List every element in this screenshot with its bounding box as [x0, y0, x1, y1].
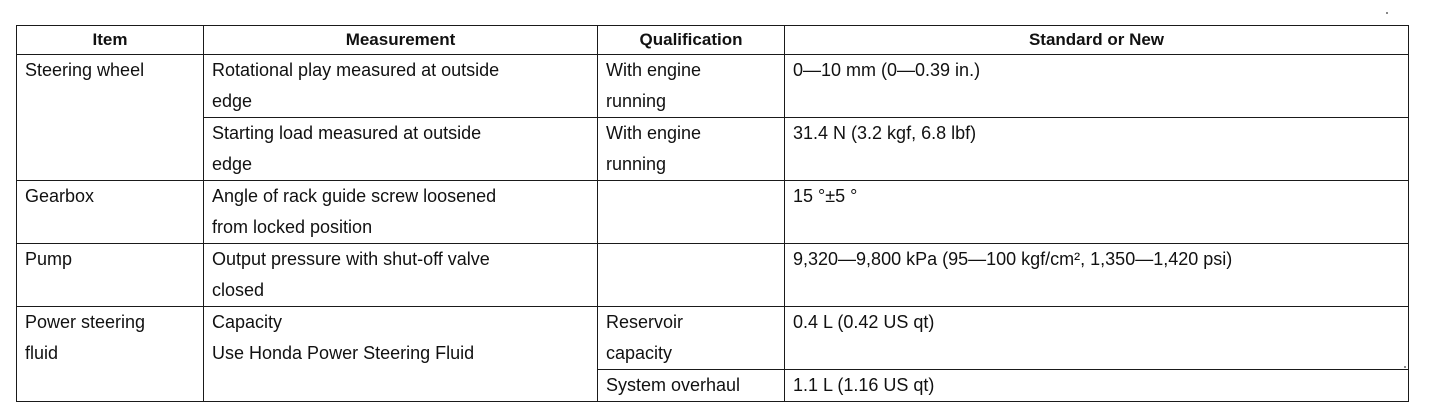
qualification-cell [598, 181, 785, 244]
measurement-cell: Angle of rack guide screw loosened from locked position [204, 181, 598, 244]
item-cell: Power steering fluid [17, 307, 204, 402]
table-row [17, 307, 1409, 370]
header-standard: Standard or New [785, 26, 1409, 55]
standard-cell: 31.4 N (3.2 kgf, 6.8 lbf) [785, 118, 1409, 181]
qualification-cell: With engine running [598, 118, 785, 181]
qualification-cell: Reservoir capacity [598, 307, 785, 370]
standard-cell: 15 °±5 ° [785, 181, 1409, 244]
header-measurement: Measurement [204, 26, 598, 55]
measurement-cell: Rotational play measured at outside edge [204, 55, 598, 118]
measurement-cell: Starting load measured at outside edge [204, 118, 598, 181]
measurement-cell: Capacity Use Honda Power Steering Fluid [204, 307, 598, 402]
measurement-cell: Output pressure with shut-off valve closed [204, 244, 598, 307]
standard-cell: 1.1 L (1.16 US qt) [785, 370, 1409, 402]
table-row [17, 181, 1409, 244]
item-cell: Pump [17, 244, 204, 307]
power-steering-spec-table [16, 25, 1409, 402]
table-row [17, 118, 1409, 181]
standard-cell: 0—10 mm (0—0.39 in.) [785, 55, 1409, 118]
qualification-cell: System overhaul [598, 370, 785, 402]
table-row [17, 244, 1409, 307]
qualification-cell [598, 244, 785, 307]
scan-speck [1404, 366, 1406, 368]
table-row [17, 55, 1409, 118]
header-row [17, 26, 1409, 55]
qualification-cell: With engine running [598, 55, 785, 118]
header-item: Item [17, 26, 204, 55]
item-cell: Gearbox [17, 181, 204, 244]
standard-cell: 0.4 L (0.42 US qt) [785, 307, 1409, 370]
scan-speck [1386, 12, 1388, 14]
item-cell: Steering wheel [17, 55, 204, 181]
standard-cell: 9,320—9,800 kPa (95—100 kgf/cm², 1,350—1,420 psi) [785, 244, 1409, 307]
header-qualification: Qualification [598, 26, 785, 55]
